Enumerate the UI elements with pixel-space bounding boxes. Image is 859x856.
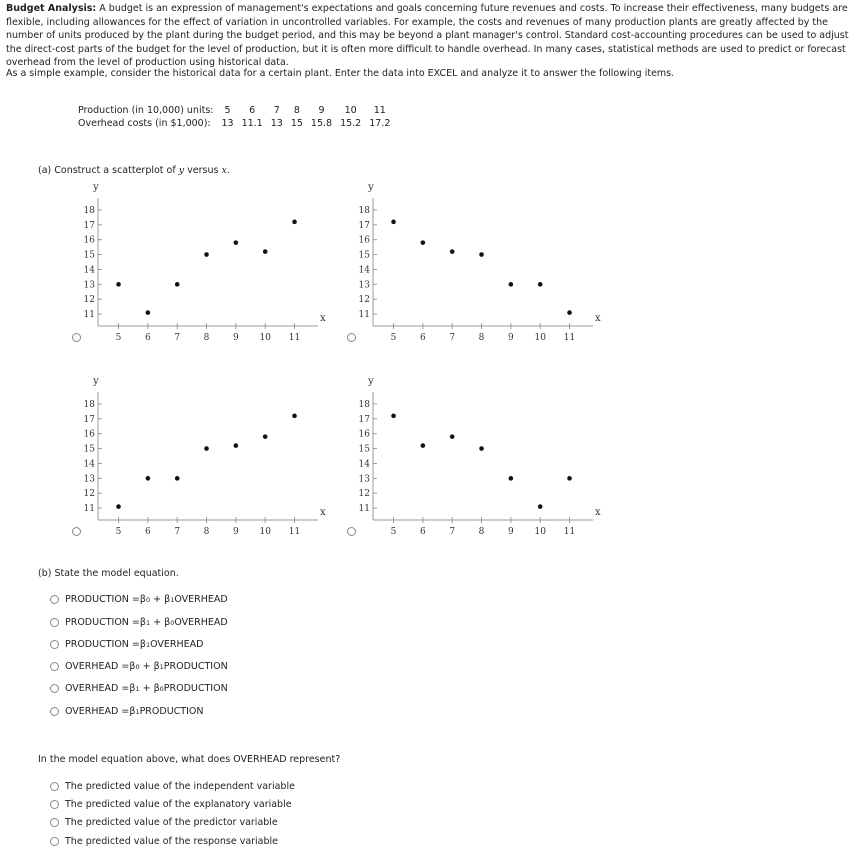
y-tick-label: 14 [83,459,95,470]
table-cell: 6 [249,105,256,116]
y-axis-label: y [368,182,374,193]
y-tick-label: 14 [83,265,95,276]
data-point [292,414,297,419]
y-tick-label: 18 [358,399,370,410]
x-tick-label: 9 [507,527,514,537]
radio-button[interactable] [50,782,59,791]
intro-text: A budget is an expression of management's expectations and goals concerning future revenues and costs. To increase their effectiveness, many budgets are flexible, including allowances for the effect of variation in uncontrolled variables. For example, the costs and revenues of many production plants are greatly affected by the number of units produced by the plant during the budget period, and this may be beyond a plant manager's control. Standard cost-accounting procedures can be used to adjust the direct-cost parts of the budget for the level of production, but it is often more difficult to handle overhead. In many cases, statistical methods are used to predict or forecast overhead from the level of production using historical data. [6,3,849,68]
part-c-prompt: In the model equation above, what does OVERHEAD represent? [38,754,341,765]
table-cell: 5 [224,105,231,116]
x-tick-label: 11 [563,527,576,537]
y-tick-label: 11 [83,310,95,321]
x-tick-label: 10 [259,527,271,537]
data-point [116,504,121,509]
data-point [567,476,572,481]
data-point [421,240,426,245]
data-point [509,476,514,481]
radio-button[interactable] [50,837,59,846]
x-axis-label: x [595,313,601,324]
data-point [234,240,239,245]
equation-option-4[interactable]: OVERHEAD = β 0 + β 1 PRODUCTION [50,661,228,672]
equation-option-3[interactable]: PRODUCTION = β 1 OVERHEAD [50,639,203,650]
table-row [78,104,394,117]
y-tick-label: 18 [358,205,370,216]
x-tick-label: 11 [288,527,301,537]
equation-option-1[interactable]: PRODUCTION = β 0 + β 1 OVERHEAD [50,594,228,605]
y-tick-label: 14 [358,459,370,470]
x-tick-label: 5 [390,527,397,537]
y-tick-label: 12 [358,489,370,500]
y-tick-label: 18 [83,399,95,410]
y-tick-label: 15 [83,444,95,455]
scatterplot-option-1[interactable] [70,178,330,348]
data-point [421,443,426,448]
y-tick-label: 13 [83,474,95,485]
radio-button[interactable] [50,595,59,604]
y-tick-label: 16 [83,429,95,440]
y-tick-label: 11 [83,504,95,515]
table-cell: 13 [221,118,234,129]
data-point [263,434,268,439]
table-cell: 8 [293,105,300,116]
table-cell: 7 [273,105,280,116]
table-cell: 9 [318,105,325,116]
y-tick-label: 16 [358,235,370,246]
y-tick-label: 14 [358,265,370,276]
answer-option-response[interactable]: The predicted value of the response variable [50,836,278,847]
x-tick-label: 10 [534,527,546,537]
x-axis-label: x [320,313,326,324]
row-label-production: Production (in 10,000) units: [78,105,214,116]
radio-button[interactable] [50,818,59,827]
x-tick-label: 5 [115,333,122,343]
data-point [292,220,297,225]
radio-button[interactable] [50,640,59,649]
x-tick-label: 7 [174,333,181,343]
table-cell: 15 [290,118,303,129]
y-tick-label: 17 [358,220,370,231]
table-cell: 11.1 [241,118,263,129]
data-point [391,414,396,419]
data-point [204,446,209,451]
table-cell: 10 [344,105,357,116]
data-point [479,252,484,257]
x-tick-label: 11 [288,333,301,343]
scatterplot-option-2[interactable] [345,178,605,348]
y-tick-label: 13 [358,474,370,485]
y-tick-label: 15 [358,250,370,261]
part-a-prompt: (a) Construct a scatterplot of y versus x. [38,165,230,176]
data-point [538,504,543,509]
x-tick-label: 10 [259,333,271,343]
data-point [450,434,455,439]
scatterplot-option-3[interactable] [70,372,330,542]
y-tick-label: 12 [358,295,370,306]
y-tick-label: 17 [83,220,95,231]
y-tick-label: 16 [358,429,370,440]
y-axis-label: y [93,376,99,387]
y-tick-label: 16 [83,235,95,246]
y-axis-label: y [93,182,99,193]
y-tick-label: 15 [358,444,370,455]
x-axis-label: x [595,507,601,518]
y-tick-label: 17 [83,414,95,425]
y-tick-label: 18 [83,205,95,216]
y-tick-label: 13 [83,280,95,291]
x-tick-label: 8 [203,333,210,343]
x-tick-label: 6 [419,527,426,537]
equation-option-5[interactable]: OVERHEAD = β 1 + β 0 PRODUCTION [50,683,228,694]
x-axis-label: x [320,507,326,518]
radio-button[interactable] [50,684,59,693]
x-tick-label: 7 [449,527,456,537]
x-tick-label: 6 [144,527,151,537]
part-b-prompt: (b) State the model equation. [38,568,179,579]
y-tick-label: 15 [83,250,95,261]
intro-paragraph [6,2,854,70]
radio-button[interactable] [50,662,59,671]
x-tick-label: 10 [534,333,546,343]
x-tick-label: 8 [478,527,485,537]
radio-button[interactable] [50,707,59,716]
table-row [78,117,394,130]
y-tick-label: 11 [358,310,370,321]
x-tick-label: 6 [144,333,151,343]
x-tick-label: 7 [449,333,456,343]
equation-option-6[interactable]: OVERHEAD = β 1 PRODUCTION [50,706,203,717]
y-tick-label: 13 [358,280,370,291]
data-point [450,249,455,254]
y-tick-label: 12 [83,489,95,500]
x-tick-label: 11 [563,333,576,343]
table-cell: 15.2 [340,118,362,129]
data-point [204,252,209,257]
data-point [234,443,239,448]
answer-option-independent[interactable]: The predicted value of the independent variable [50,781,295,792]
x-tick-label: 9 [232,333,239,343]
x-tick-label: 8 [203,527,210,537]
x-tick-label: 9 [232,527,239,537]
answer-option-predictor[interactable]: The predicted value of the predictor variable [50,817,278,828]
y-axis-label: y [368,376,374,387]
data-table [78,104,394,130]
scatterplot-option-4[interactable] [345,372,605,542]
x-tick-label: 8 [478,333,485,343]
x-tick-label: 5 [115,527,122,537]
y-tick-label: 12 [83,295,95,306]
data-point [175,282,180,287]
table-cell: 15.8 [310,118,333,129]
instructions: As a simple example, consider the historical data for a certain plant. Enter the data into EXCEL and analyze it to answer the following items. [6,68,675,79]
x-tick-label: 5 [390,333,397,343]
x-tick-label: 7 [174,527,181,537]
y-tick-label: 17 [358,414,370,425]
radio-button[interactable] [50,800,59,809]
table-cell: 13 [270,118,283,129]
data-point [116,282,121,287]
x-tick-label: 9 [507,333,514,343]
data-point [479,446,484,451]
data-point [146,310,151,315]
y-tick-label: 11 [358,504,370,515]
data-point [175,476,180,481]
table-cell: 11 [373,105,386,116]
answer-option-explanatory[interactable]: The predicted value of the explanatory variable [50,799,292,810]
radio-button[interactable] [50,618,59,627]
x-tick-label: 6 [419,333,426,343]
equation-option-2[interactable]: PRODUCTION = β 1 + β 0 OVERHEAD [50,617,228,628]
intro-title: Budget Analysis: [6,3,97,14]
data-point [567,310,572,315]
data-point [263,249,268,254]
row-label-overhead: Overhead costs (in $1,000): [78,118,211,129]
data-point [391,220,396,225]
data-point [538,282,543,287]
data-point [509,282,514,287]
table-cell: 17.2 [369,118,391,129]
data-point [146,476,151,481]
